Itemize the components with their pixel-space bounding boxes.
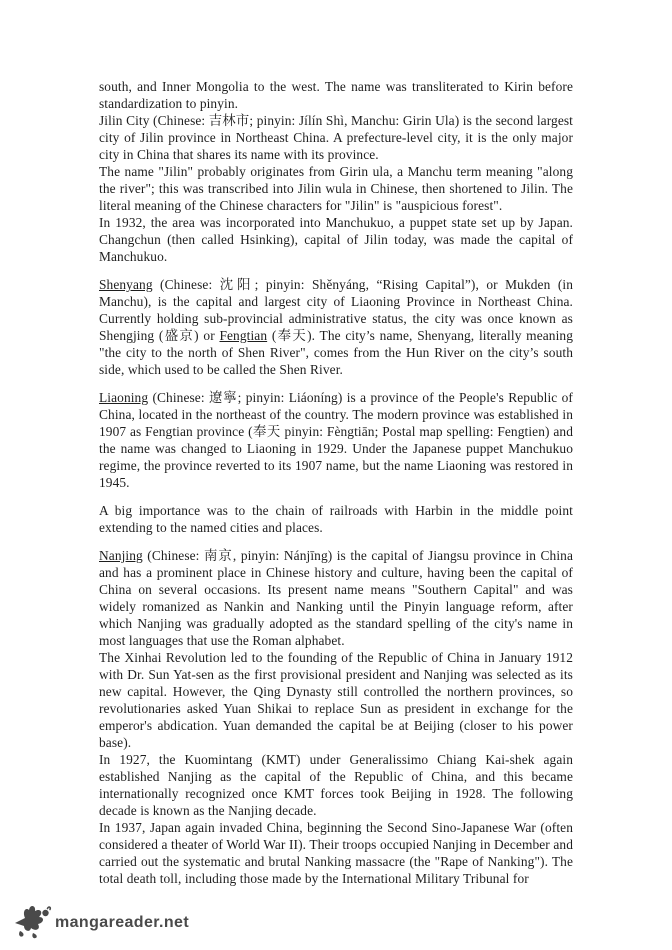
paragraph [99, 751, 573, 819]
underlined-term: Shenyang [99, 277, 153, 292]
paragraph [99, 819, 573, 887]
text-run: (Chinese: 遼寧; pinyin: Liáoníng) is a province of the People's Republic of China, located in the northeast of the country. The modern province was established in 1907 as Fengtian province (奉天 pinyin: Fèngtiān; Postal map spelling: Fengtien) and the name was changed to Liaoning in 1929. Under the Japanese puppet Manchukuo regime, the province reverted to its 1907 name, but the name Liaoning was restored in 1945. [99, 390, 573, 490]
text-run: The Xinhai Revolution led to the founding of the Republic of China in January 1912 with Dr. Sun Yat-sen as the first provisional president and Nanjing was selected as its new capital. However, the Qing Dynasty still controlled the northern provinces, so revolutionaries asked Yuan Shikai to replace Sun as president in exchange for the emperor's abdication. Yuan demanded the capital be at Beijing (closer to his power base). [99, 650, 573, 750]
underlined-term: Fengtian [219, 328, 268, 343]
paragraph [99, 112, 573, 163]
paragraph [99, 214, 573, 265]
paragraph [99, 276, 573, 378]
mangareader-logo-icon [12, 900, 52, 949]
paragraph [99, 389, 573, 491]
paragraph [99, 163, 573, 214]
watermark [12, 900, 189, 949]
text-run: In 1932, the area was incorporated into Manchukuo, a puppet state set up by Japan. Changchun (then called Hsinking), capital of Jilin today, was made the capital of Manchukuo. [99, 215, 573, 264]
text-run: (奉天). The city’s name, Shenyang, literally meaning "the city to the north of Shen River", comes from the Hun River on the city’s south side, which used to be called the Shen River. [99, 328, 573, 377]
paragraph [99, 502, 573, 536]
text-run: (Chinese: 沈阳; pinyin: Shěnyáng, “Rising Capital”), or Mukden (in Manchu), is the capital and largest city of Liaoning Province in Northeast China. Currently holding sub-provincial administrative status, the city was once known as Shengjing (盛京) or [99, 277, 573, 343]
text-run: The name "Jilin" probably originates from Girin ula, a Manchu term meaning "along the river"; this was transcribed into Jilin wula in Chinese, then shortened to Jilin. The literal meaning of the Chinese characters for "Jilin" is "auspicious forest". [99, 164, 573, 213]
underlined-term: Liaoning [99, 390, 149, 405]
text-run: Jilin City (Chinese: 吉林市; pinyin: Jílín Shì, Manchu: Girin Ula) is the second largest city of Jilin province in Northeast China. A prefecture-level city, it is the only major city in China that shares its name with its province. [99, 113, 573, 162]
document-text [99, 78, 573, 887]
text-run: south, and Inner Mongolia to the west. The name was transliterated to Kirin before standardization to pinyin. [99, 79, 573, 111]
text-run: (Chinese: 南京, pinyin: Nánjīng) is the capital of Jiangsu province in China and has a prominent place in Chinese history and culture, having been the capital of China on several occasions. Its present name means "Southern Capital" and was widely romanized as Nankin and Nanking until the Pinyin language reform, after which Nanjing was gradually adopted as the standard spelling of the city's name in most languages that use the Roman alphabet. [99, 548, 573, 648]
text-run: In 1937, Japan again invaded China, beginning the Second Sino-Japanese War (often considered a theater of World War II). Their troops occupied Nanjing in December and carried out the systematic and brutal Nanking massacre (the "Rape of Nanking"). The total death toll, including those made by the International Military Tribunal for [99, 820, 573, 886]
paragraph [99, 649, 573, 751]
text-run: A big importance was to the chain of railroads with Harbin in the middle point extending to the named cities and places. [99, 503, 573, 535]
watermark-site-label: mangareader.net [55, 914, 190, 931]
paragraph [99, 78, 573, 112]
text-run: In 1927, the Kuomintang (KMT) under Generalissimo Chiang Kai-shek again established Nanjing as the capital of the Republic of China, and this became internationally recognized once KMT forces took Beijing in 1928. The following decade is known as the Nanjing decade. [99, 752, 573, 818]
underlined-term: Nanjing [99, 548, 143, 563]
paragraph [99, 547, 573, 649]
